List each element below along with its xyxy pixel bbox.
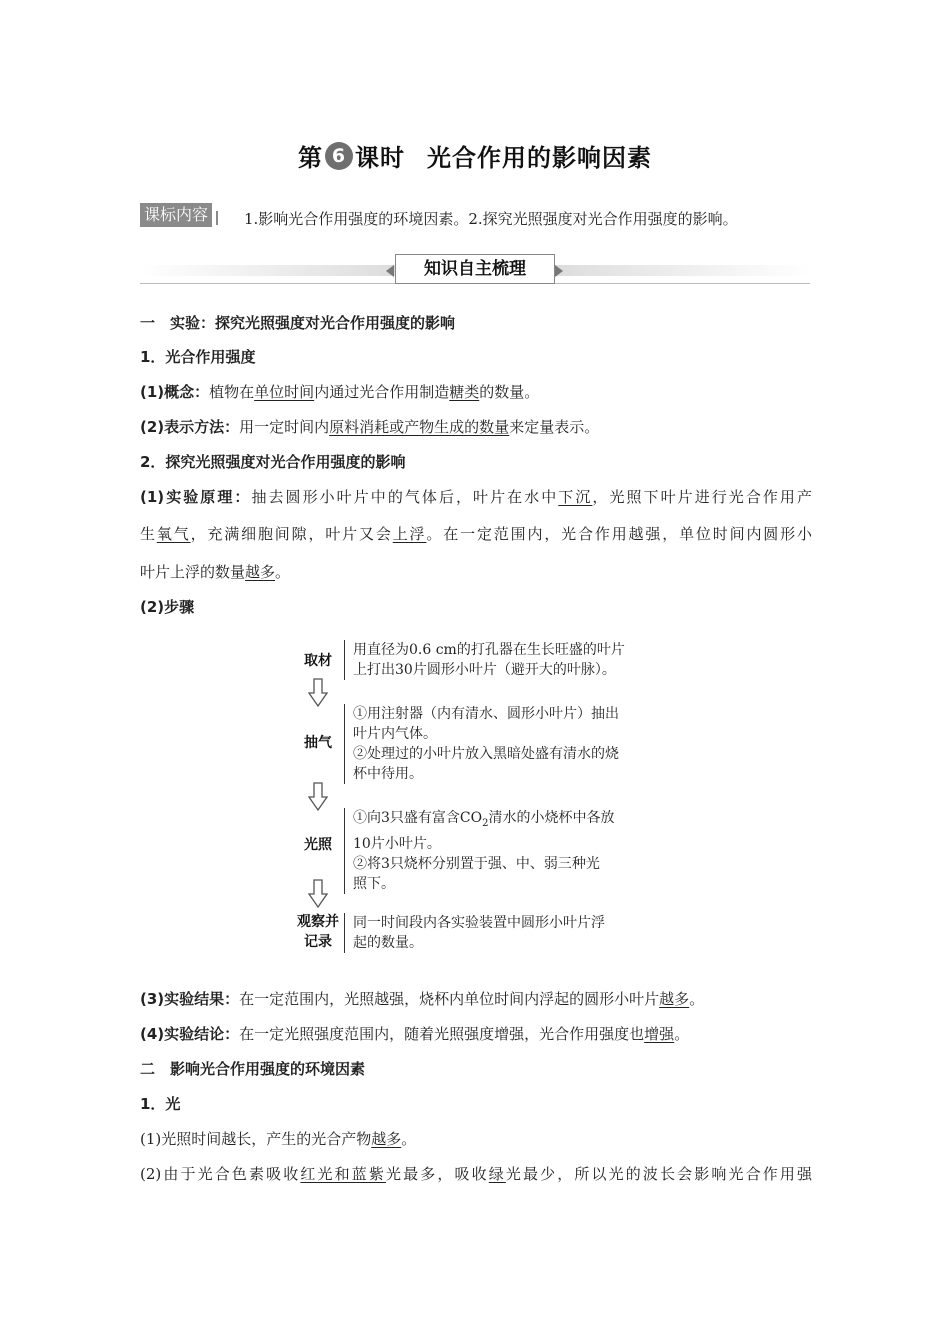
page-title [0, 138, 950, 173]
lesson-number-badge: 6 [325, 142, 353, 170]
section1-heading: 一 实验：探究光照强度对光合作用强度的影响 [140, 314, 456, 332]
flow-step4-box: 同一时间段内各实验装置中圆形小叶片浮 起的数量。 [344, 913, 605, 953]
steps-label: (2)步骤 [140, 598, 195, 616]
banner-right-notch-icon [555, 265, 563, 277]
down-arrow-icon [308, 879, 328, 909]
curriculum-tag: 课标内容 [140, 203, 212, 227]
principle-line-2: 生氧气，充满细胞间隙，叶片又会上浮。在一定范围内，光合作用越强，单位时间内圆形小 [140, 525, 812, 543]
section1-sub1: 1．光合作用强度 [140, 348, 256, 366]
section2-heading: 二 影响光合作用强度的环境因素 [140, 1060, 366, 1078]
section-banner [140, 256, 810, 284]
light-paragraph-2: (2)由于光合色素吸收红光和蓝紫光最多，吸收绿光最少，所以光的波长会影响光合作用强 [140, 1165, 812, 1183]
down-arrow-icon [308, 782, 328, 812]
title-prefix: 第 [298, 144, 323, 172]
result-paragraph: (3)实验结果：在一定范围内，光照越强，烧杯内单位时间内浮起的圆形小叶片越多。 [140, 990, 705, 1008]
flow-step1-label: 取材 [304, 653, 332, 669]
flow-step2-label: 抽气 [304, 735, 332, 751]
section1-sub2: 2．探究光照强度对光合作用强度的影响 [140, 453, 406, 471]
flow-step3-box: ①向3只盛有富含$CO_2$清水的小烧杯中各放 10片小叶片。 ②将3只烧杯分别置于强、中、弱三种光 照下。 [344, 808, 614, 894]
banner-left-notch-icon [386, 265, 394, 277]
principle-line-1: (1)实验原理：抽去圆形小叶片中的气体后，叶片在水中下沉，光照下叶片进行光合作用产 [140, 488, 812, 506]
light-paragraph-1: (1)光照时间越长，产生的光合产物越多。 [140, 1130, 417, 1148]
method-paragraph: (2)表示方法：用一定时间内原料消耗或产物生成的数量来定量表示。 [140, 418, 600, 436]
concept-paragraph: (1)概念：植物在单位时间内通过光合作用制造糖类的数量。 [140, 383, 540, 401]
title-text: 光合作用的影响因素 [427, 144, 652, 172]
flow-step3-label: 光照 [304, 837, 332, 853]
curriculum-text: 1.影响光合作用强度的环境因素。2.探究光照强度对光合作用强度的影响。 [244, 210, 738, 228]
flow-step2-box: ①用注射器（内有清水、圆形小叶片）抽出 叶片内气体。 ②处理过的小叶片放入黑暗处盛有清水的烧 杯中待用。 [344, 704, 619, 784]
conclusion-paragraph: (4)实验结论：在一定光照强度范围内，随着光照强度增强，光合作用强度也增强。 [140, 1025, 690, 1043]
title-lesson-word: 课时 [355, 144, 405, 172]
flow-step4-label: 观察并 记录 [297, 914, 339, 950]
banner-label: 知识自主梳理 [395, 254, 555, 284]
down-arrow-icon [308, 678, 328, 708]
section2-sub1: 1．光 [140, 1095, 181, 1113]
flow-step1-box: 用直径为0.6 cm的打孔器在生长旺盛的叶片 上打出30片圆形小叶片（避开大的叶脉）。 [344, 640, 625, 680]
principle-line-3: 叶片上浮的数量越多。 [140, 563, 291, 581]
